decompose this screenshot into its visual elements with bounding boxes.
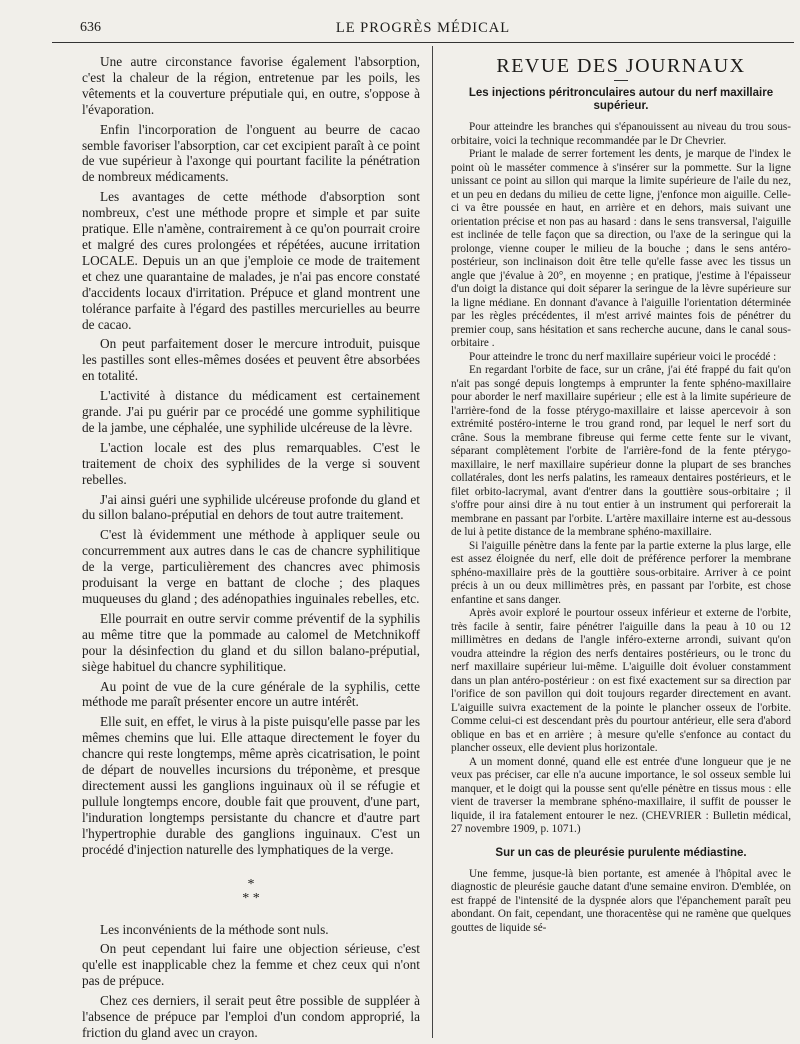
paragraph: L'activité à distance du médicament est certainement grande. J'ai pu guérir par ce procédé une gomme syphilitique de la jambe, une céphalée, une syphilide ulcéreuse de la lèvre.	[82, 388, 420, 435]
paragraph: Elle suit, en effet, le virus à la piste puisqu'elle passe par les mêmes chemins que lui. Elle attaque directement le foyer du chancre qui reste longtemps, même après cicatrisation, le point de départ de nouvelles incursions du tréponème, et presque directement aussi les ganglions inguinaux où il se réfugie et pullule longtemps encore, double fait que prouvent, d'une part, l'induration longtemps persistante du chancre et d'autre part l'hypertrophie durable des ganglions inguinaux. C'est un procédé d'injection naturelle des lymphatiques de la verge.	[82, 714, 420, 857]
header-rule	[52, 42, 794, 43]
paragraph: Enfin l'incorporation de l'onguent au beurre de cacao semble favoriser l'absorption, car cet excipient paraît à ce point de vue supérieur à l'axonge qui pourtant facilite la pénétration de nombreux médicaments.	[82, 121, 420, 185]
article-title: Les injections péritronculaires autour du nerf maxillaire supérieur.	[468, 87, 774, 112]
paragraph: On peut parfaitement doser le mercure introduit, puisque les pastilles sont elles-mêmes dosées et peuvent être absorbées en totalité.	[82, 336, 420, 384]
paragraph: A un moment donné, quand elle est entrée d'une longueur que je ne veux pas préciser, car elle n'a aucune importance, le sol osseux semble lui manquer, et le doigt qui la pousse sent qu'elle pénètre en tissus mous : elle vient de traverser la membrane sphéno-maxillaire, il suffit de pousser le liquide, il ira fatalement entourer le nez. (CHEVRIER : Bulletin médical, 27 novembre 1909, p. 1071.)	[451, 755, 791, 835]
section-separator-stars: * * *	[242, 876, 260, 906]
paragraph: Pour atteindre le tronc du nerf maxillaire supérieur voici le procédé :	[469, 350, 777, 363]
page-number: 636	[80, 20, 101, 35]
paragraph: On peut cependant lui faire une objection sérieuse, c'est qu'elle est inapplicable chez la femme et chez ceux qui n'ont pas de prépuce.	[82, 941, 420, 989]
paragraph: En regardant l'orbite de face, sur un crâne, j'ai été frappé du fait qu'on n'ait pas songé depuis longtemps à emprunter la fente sphéno-maxillaire pour aborder le nerf maxillaire supérieur ; elle est à la limite supérieure de l'arrière-fond de la fosse ptérygo-maxillaire et laisse apercevoir à son extrémité postéro-interne le trou grand rond, par lequel le nerf sort du crâne. Sous la membrane fibreuse qui ferme cette fente sur le vivant, séparant complètement l'orbite de l'arrière-fond de la fente ptérygo-maxillaire, le nerf maxillaire supérieur donne la plupart de ses branches collatérales, dont les nerfs palatins, les rameaux dentaires postérieurs, et le filet orbito-lacrymal, avant d'entrer dans la gouttière sous-orbitaire ; il s'offre pour ainsi dire à nu tout entier à un instrument qui perforerait la membrane en passant par l'orbite. L'artère maxillaire interne est au-dessous de lui à petite distance de la membrane sphéno-maxillaire.	[451, 364, 791, 538]
paragraph: Une autre circonstance favorise également l'absorption, c'est la chaleur de la région, entretenue par les poils, les vêtements et la couverture préputiale qui, en outre, s'oppose à l'évaporation.	[82, 54, 420, 117]
paragraph: Pour atteindre les branches qui s'épanouissent au niveau du trou sous-orbitaire, voici la technique recommandée par le Dr Chevrier.	[451, 121, 791, 147]
title-dash	[614, 80, 628, 81]
paragraph: Elle pourrait en outre servir comme préventif de la syphilis au même titre que la pommade au calomel de Metchnikoff pour la désinfection du gland et du sillon balano-préputial, siège habituel du chancre syphilitique.	[82, 610, 420, 674]
article-title: Sur un cas de pleurésie purulente médiastine.	[495, 846, 747, 859]
paragraph: Une femme, jusque-là bien portante, est amenée à l'hôpital avec le diagnostic de pleurésie gauche datant d'une semaine environ. D'emblée, on est frappé de l'intensité de la dyspnée alors que l'épanchement paraît peu abondant. On fait, cependant, une thoracentèse qui ne ramène que quelques gouttes de liquide sé-	[451, 867, 791, 934]
column-divider	[432, 46, 433, 1038]
right-column	[451, 54, 791, 935]
paragraph: Priant le malade de serrer fortement les dents, je marque de l'index le point où le masséter commence à s'insérer sur la pommette. Sur la ligne unissant ce point au sillon qui marque la limite supérieure de l'aile du nez, et un peu en dedans du milieu de cette ligne, j'enfonce mon aiguille. Celle-ci va être poussée en haut, en arrière et en dehors, mais suivant une orientation précise et non pas au hasard : dans le sens transversal, l'aiguille est inclinée de telle façon que sa direction, ou l'axe de la seringue qui la prolonge, vienne couper le milieu de la bouche ; dans le sens antéro-postérieur, son inclinaison doit être telle qu'elle fasse avec les tissus un angle que j'évalue à 20°, en moyenne ; en pratique, j'estime à l'épaisseur d'un doigt la distance qui doit séparer la seringue de la lèvre supérieure sur la ligne médiane. En donnant d'avance à l'aiguille l'orientation déterminée par les règles précédentes, il m'est arrivé maintes fois de pénétrer du premier coup, sans hésitation et sans recherche aucune, dans le canal sous-orbitaire .	[451, 148, 791, 349]
paragraph: Si l'aiguille pénètre dans la fente par la partie externe la plus large, elle est assez éloignée du nerf, elle doit de préférence perforer la membrane sphéno-maxillaire près de la gouttière sous-orbitaire. Arriver à ce point précis à un ou deux millimètres près, en passant par l'orbite, est chose enfantine et sans danger.	[451, 539, 791, 606]
paragraph: Chez ces derniers, il serait peut être possible de suppléer à l'absence de prépuce par l'emploi d'un condom approprié, la friction du gland avec un crayon.	[82, 993, 420, 1040]
page-header	[52, 20, 794, 44]
left-column	[82, 54, 420, 1044]
paragraph: C'est là évidemment une méthode à appliquer seule ou concurremment aux autres dans le cas de chancre syphilitique de la verge, particulièrement des chancres avec phimosis produisant la verge en battant de cloche ; des plaques muqueuses du gland ; des adénopathies inguinales rebelles, etc.	[82, 527, 420, 606]
paragraph: Après avoir exploré le pourtour osseux inférieur et externe de l'orbite, très facile à sentir, faire pénétrer l'aiguille dans la peau à 10 ou 12 millimètres en dedans de l'angle inféro-externe arrondi, suivant qu'on voudra atteindre la région des nerfs dentaires postérieurs, ou le tronc du nerf maxillaire supérieur lui-même. L'aiguille doit évoluer constamment dans un plan antéro-postérieur : on est fixé exactement sur sa direction par l'orifice de son pavillon qui doit toujours regarder directement en avant. L'aiguille suivra exactement de la pointe le plancher osseux de l'orbite. Comme celui-ci est descendant près du pourtour antérieur, elle sera d'abord oblique en bas et en arrière ; à mesure qu'elle s'enfonce au contact du plancher osseux, elle devient plus horizontale.	[451, 607, 791, 754]
paragraph: Les inconvénients de la méthode sont nuls.	[100, 921, 329, 937]
paragraph: J'ai ainsi guéri une syphilide ulcéreuse profonde du gland et du sillon balano-préputial en dehors de tout autre traitement.	[82, 491, 420, 523]
paragraph: L'action locale est des plus remarquables. C'est le traitement de choix des syphilides de la verge si souvent rebelles.	[82, 439, 420, 487]
running-title: LE PROGRÈS MÉDICAL	[335, 20, 511, 36]
section-title: REVUE DES JOURNAUX	[496, 55, 746, 77]
paragraph: Les avantages de cette méthode d'absorption sont nombreux, c'est une méthode propre et simple et par suite pratique. Elle n'amène, contrairement à ce qu'on pourrait croire et malgré des cures prolongées et répétées, aucune irritation LOCALE. Depuis un an que j'emploie ce mode de traitement et chez une quarantaine de malades, je n'ai pas encore constaté d'accidents locaux d'irritation. Prépuce et gland montrent une tolérance parfaite à l'égard des pastilles mercurielles au beurre de cacao.	[82, 189, 420, 332]
paragraph: Au point de vue de la cure générale de la syphilis, cette méthode me paraît présenter encore un autre intérêt.	[82, 678, 420, 710]
